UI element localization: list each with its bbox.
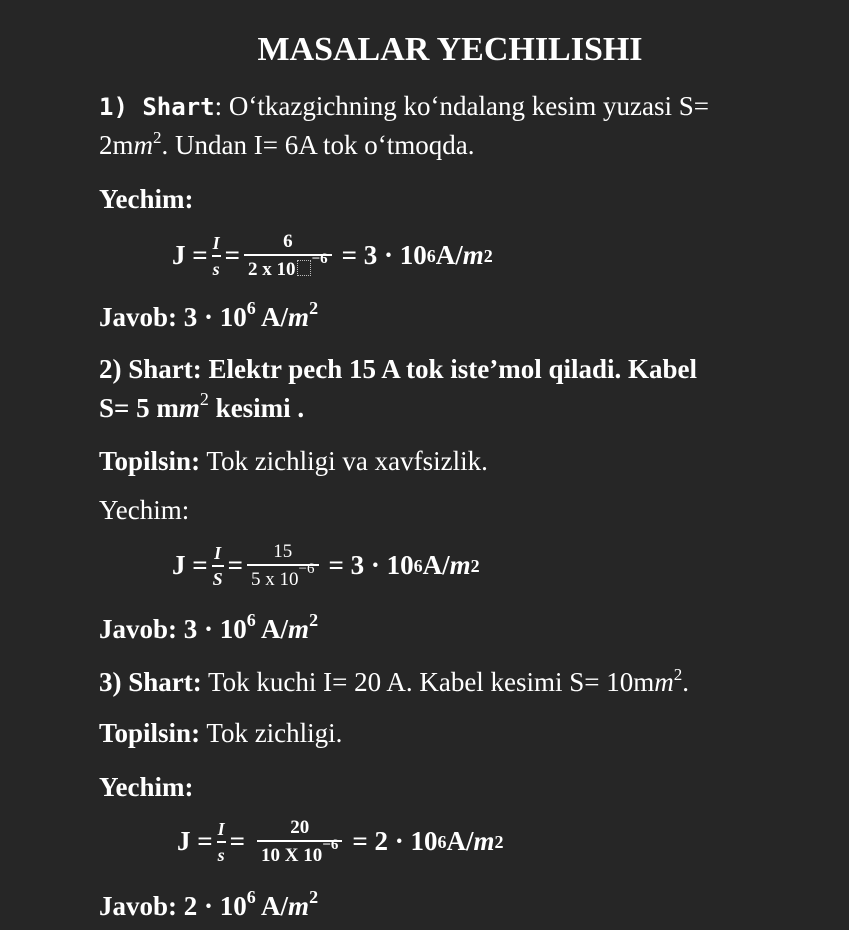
p3-yechim-heading: Yechim:	[99, 772, 194, 802]
p2-label: 2) Shart:	[99, 354, 202, 384]
p2-equation: J = $\frac{I}{S}$ = $\frac{15}{5 x 10^{-6}}$ = 3 · 10 6 A/ m 2	[172, 541, 480, 590]
p1-equation: J = $\frac{I}{s}$ = $\frac{6}{2 x 10 ^{-6}}$ = 3 · 10 6 A/ m 2	[172, 231, 493, 280]
p3-topilsin: Topilsin: Tok zichligi.	[99, 718, 343, 748]
p3-equation: J = $\frac{I}{s}$ = $\frac{20}{10 X 10^{-6}}$ = 2 · 10 6 A/ m 2	[177, 817, 504, 866]
p1-frac-is: $\frac{I}{s}$	[212, 232, 220, 279]
p2-frac-value: $\frac{15}{5 x 10^{-6}}$	[247, 542, 318, 589]
p3-javob: Javob: $2 \cdot 10^6$ $A/m^2$	[99, 887, 319, 921]
p2-frac-is: $\frac{I}{S}$	[212, 542, 223, 589]
placeholder-box-icon	[297, 260, 311, 276]
p1-yechim-heading: Yechim:	[99, 184, 194, 214]
p2-topilsin: Topilsin: Tok zichligi va xavfsizlik.	[99, 446, 488, 476]
p1-condition-line2: $2mm^2$. Undan I= 6A tok o‘tmoqda.	[99, 128, 475, 160]
p1-javob: Javob: $3 \cdot 10^6$ $A/m^2$	[99, 298, 319, 332]
p3-frac-value: $\frac{20}{10 X 10^{-6}}$	[257, 818, 342, 865]
p2-condition-line2: S= 5 $mm^2$ kesimi .	[99, 389, 305, 423]
p2-javob: Javob: $3 \cdot 10^6$ $A/m^2$	[99, 610, 319, 644]
p1-label: 1) Shart	[99, 93, 215, 121]
p3-label: 3) Shart:	[99, 667, 202, 697]
p3-condition: 3) Shart: Tok kuchi I= 20 A. Kabel kesimi $S= 10mm^2$.	[99, 665, 690, 697]
p2-condition-line1: 2) Shart: Elektr pech 15 A tok iste’mol qiladi. Kabel	[99, 354, 698, 384]
p1-condition-line1: 1) Shart: O‘tkazgichning ko‘ndalang kesim yuzasi S=	[99, 91, 709, 121]
p1-frac-value: $\frac{6}{2 x 10 ^{-6}}$	[244, 232, 332, 279]
page-title: MASALAR YECHILISHI	[257, 31, 643, 68]
p3-frac-is: $\frac{I}{s}$	[217, 818, 225, 865]
p2-yechim-heading: Yechim:	[99, 495, 190, 525]
